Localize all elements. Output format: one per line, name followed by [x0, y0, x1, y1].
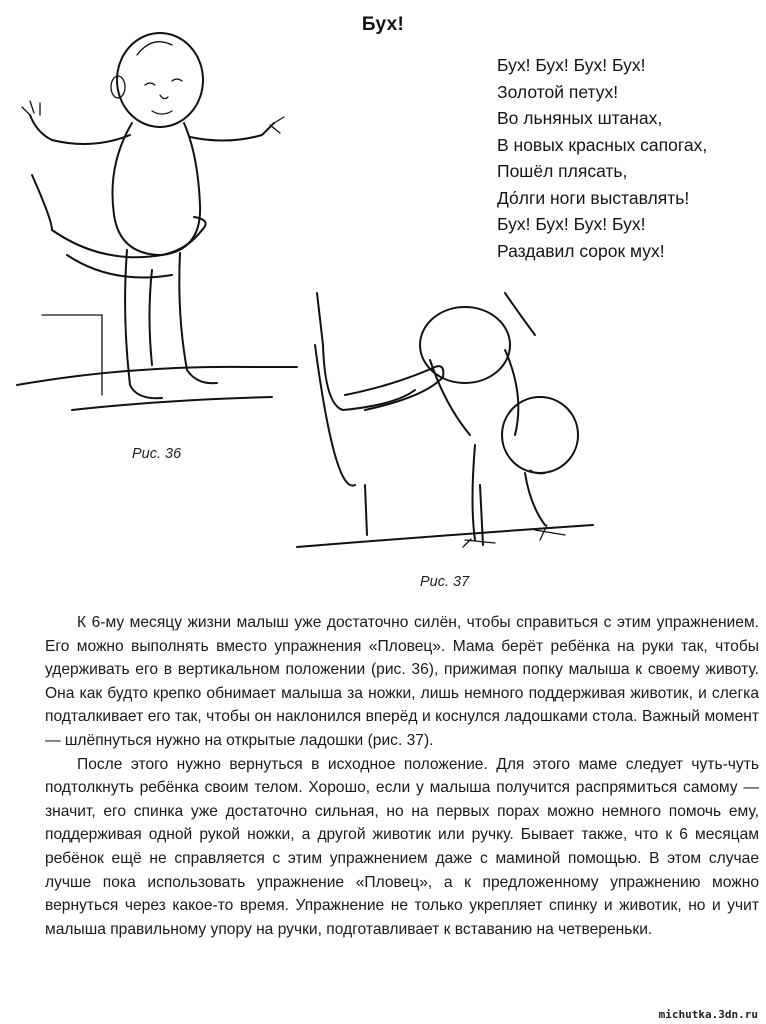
- page-title: Бух!: [361, 14, 405, 35]
- figure-37: [295, 285, 595, 565]
- baby-standing-illustration: [12, 15, 302, 435]
- poem-line: До́лги ноги выставлять!: [497, 187, 690, 208]
- poem-line: В новых красных сапогах,: [497, 134, 708, 155]
- poem: [497, 52, 762, 264]
- poem-line: Бух! Бух! Бух! Бух!: [497, 55, 646, 75]
- paragraph: После этого нужно вернуться в исходное положение. Для этого маме следует чуть-чуть подтолкнуть ребёнка своим телом. Хорошо, если у малыша получится распрямиться самому — значит, его спинка уже достаточно сильная, но на первых порах можно немного помочь ему, поддерживая одной рукой ножки, а другой животик или ручку. Бывает также, что к 6 месяцам ребёнок ещё не справляется с этим упражнением даже с маминой помощью. В этом случае лучше пока использовать упражнение «Пловец», а к предложенному упражнению можно вернуться через какое-то время. Упражнение не только укрепляет спинку и животик, но и учит малыша правильному упору на ручки, подготавливает к вставанию на четвереньки.: [45, 755, 759, 938]
- watermark: michutka.3dn.ru: [658, 1008, 758, 1021]
- poem-line: Пошёл плясать,: [497, 161, 628, 181]
- poem-line: Золотой петух!: [497, 81, 619, 102]
- body-text: [45, 611, 759, 941]
- poem-line: Бух! Бух! Бух! Бух!: [497, 214, 646, 234]
- figure-36-caption: Рис. 36: [132, 446, 182, 462]
- baby-leaning-illustration: [295, 285, 595, 565]
- poem-line: Во льняных штанах,: [497, 108, 663, 128]
- figure-37-caption: Рис. 37: [420, 574, 470, 590]
- figure-36: [12, 15, 302, 435]
- paragraph: К 6-му месяцу жизни малыш уже достаточно силён, чтобы справиться с этим упражнением. Его можно выполнять вместо упражнения «Пловец». Мама берёт ребёнка на руки так, чтобы удерживать его в вертикальном положении (рис. 36), прижимая попку малыша к своему животу. Она как будто крепко обнимает малыша за ножки, лишь немного поддерживая животик, и слегка подталкивает его так, чтобы он наклонился вперёд и коснулся ладошками стола. Важный момент — шлёпнуться нужно на открытые ладошки (рис. 37).: [45, 614, 759, 749]
- poem-line: Раздавил сорок мух!: [497, 240, 665, 261]
